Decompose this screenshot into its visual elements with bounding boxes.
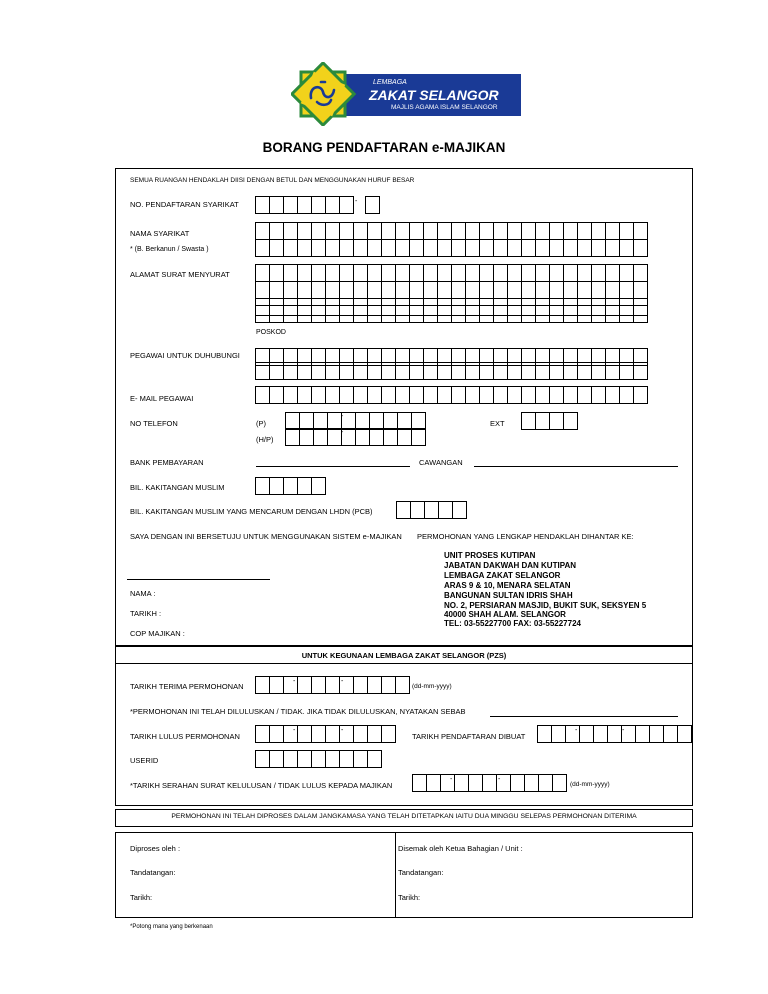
kakitangan-field[interactable]: [255, 477, 326, 495]
logo-line1: LEMBAGA: [373, 79, 407, 86]
email-field[interactable]: [255, 386, 648, 404]
diproses-label: Diproses oleh :: [130, 844, 181, 853]
approval-divider: [395, 832, 396, 918]
tandatangan-label: Tandatangan:: [398, 868, 444, 877]
bank-line[interactable]: [256, 466, 410, 467]
address-line: NO. 2, PERSIARAN MASJID, BUKIT SUK, SEKSYEN 5: [444, 601, 647, 610]
address-line: JABATAN DAKWAH DAN KUTIPAN: [444, 561, 576, 570]
tarikh-label: Tarikh:: [398, 893, 421, 902]
cawangan-line[interactable]: [474, 466, 678, 467]
tel-hp-field[interactable]: [285, 428, 426, 446]
nama-label: NAMA :: [130, 589, 156, 598]
address-line: LEMBAGA ZAKAT SELANGOR: [444, 571, 561, 580]
tarikh-label: Tarikh:: [130, 893, 153, 902]
dash: -: [498, 776, 501, 783]
tandatangan-label: Tandatangan:: [130, 868, 176, 877]
pzs-header: UNTUK KEGUNAAN LEMBAGA ZAKAT SELANGOR (PZS): [301, 651, 507, 660]
serahan-label: *TARIKH SERAHAN SURAT KELULUSAN / TIDAK LULUS KEPADA MAJIKAN: [130, 781, 393, 790]
alamat-row4[interactable]: [255, 305, 648, 323]
nama-syarikat-label: NAMA SYARIKAT: [130, 229, 190, 238]
poskod-label: POSKOD: [256, 329, 286, 336]
ext-field[interactable]: [521, 412, 578, 430]
signature-line[interactable]: [127, 579, 270, 580]
cawangan-label: CAWANGAN: [419, 458, 463, 467]
tarikh-terima-label: TARIKH TERIMA PERMOHONAN: [130, 682, 244, 691]
alamat-row2[interactable]: [255, 281, 648, 299]
nama-syarikat-note: * (B. Berkanun / Swasta ): [130, 246, 209, 253]
kakitangan-label: BIL. KAKITANGAN MUSLIM: [130, 483, 225, 492]
pegawai-row2[interactable]: [255, 362, 648, 380]
setuju-text: SAYA DENGAN INI BERSETUJU UNTUK MENGGUNAKAN SISTEM e-MAJIKAN: [130, 532, 402, 541]
dash: -: [293, 727, 296, 734]
date-format: (dd-mm-yyyy): [412, 683, 452, 690]
logo-line2: ZAKAT SELANGOR: [369, 87, 499, 103]
userid-label: USERID: [130, 756, 159, 765]
telefon-label: NO TELEFON: [130, 419, 178, 428]
date-format: (dd-mm-yyyy): [570, 781, 610, 788]
bank-label: BANK PEMBAYARAN: [130, 458, 204, 467]
footnote: *Potong mana yang berkenaan: [130, 924, 213, 930]
tarikh-terima-field[interactable]: [255, 676, 410, 694]
userid-field[interactable]: [255, 750, 382, 768]
dash: -: [450, 776, 453, 783]
tel-p-label: (P): [256, 419, 266, 428]
dash: -: [622, 727, 625, 734]
dash: -: [575, 727, 578, 734]
dash: -: [341, 429, 344, 436]
dash: -: [355, 198, 358, 205]
pzs-header-line: [115, 663, 693, 664]
address-line: UNIT PROSES KUTIPAN: [444, 551, 536, 560]
cop-label: COP MAJIKAN :: [130, 629, 185, 638]
page-title: BORANG PENDAFTARAN e-MAJIKAN: [262, 140, 506, 155]
address-line: 40000 SHAH ALAM. SELANGOR: [444, 610, 566, 619]
process-banner: PERMOHONAN INI TELAH DIPROSES DALAM JANGKAMASA YANG TELAH DITETAPKAN IAITU DUA MINGGU SELEPAS PERMOHONAN DITERIMA: [171, 813, 637, 820]
dash: -: [293, 678, 296, 685]
no-pendaftaran-field[interactable]: [255, 196, 354, 214]
dash: -: [341, 727, 344, 734]
no-pendaftaran-suffix-field[interactable]: [365, 196, 380, 214]
disemak-label: Disemak oleh Ketua Bahagian / Unit :: [398, 844, 523, 853]
kakitangan-pcb-field[interactable]: [396, 501, 467, 519]
tarikh-dibuat-label: TARIKH PENDAFTARAN DIBUAT: [412, 732, 526, 741]
pegawai-label: PEGAWAI UNTUK DUHUBUNGI: [130, 351, 240, 360]
tarikh-label: TARIKH :: [130, 609, 162, 618]
ext-label: EXT: [490, 419, 505, 428]
nama-syarikat-row2[interactable]: [255, 239, 648, 257]
tarikh-dibuat-field[interactable]: [537, 725, 692, 743]
logo: [291, 62, 521, 126]
lulus-note: *PERMOHONAN INI TELAH DILULUSKAN / TIDAK. JIKA TIDAK DILULUSKAN, NYATAKAN SEBAB: [130, 707, 466, 716]
address-line: BANGUNAN SULTAN IDRIS SHAH: [444, 591, 573, 600]
email-label: E- MAIL PEGAWAI: [130, 394, 194, 403]
dash: -: [341, 678, 344, 685]
alamat-label: ALAMAT SURAT MENYURAT: [130, 270, 230, 279]
dash: -: [341, 413, 344, 420]
tarikh-lulus-field[interactable]: [255, 725, 396, 743]
tel-hp-label: (H/P): [256, 435, 274, 444]
kakitangan-pcb-label: BIL. KAKITANGAN MUSLIM YANG MENCARUM DENGAN LHDN (PCB): [130, 507, 373, 516]
serahan-field[interactable]: [412, 774, 567, 792]
dihantar-text: PERMOHONAN YANG LENGKAP HENDAKLAH DIHANTAR KE:: [417, 532, 634, 541]
instruction-text: SEMUA RUANGAN HENDAKLAH DIISI DENGAN BETUL DAN MENGGUNAKAN HURUF BESAR: [130, 177, 415, 184]
tarikh-lulus-label: TARIKH LULUS PERMOHONAN: [130, 732, 240, 741]
address-line: ARAS 9 & 10, MENARA SELATAN: [444, 581, 571, 590]
no-pendaftaran-label: NO. PENDAFTARAN SYARIKAT: [130, 200, 239, 209]
logo-line3: MAJLIS AGAMA ISLAM SELANGOR: [391, 104, 498, 111]
nama-syarikat-row1[interactable]: [255, 222, 648, 240]
alamat-row1[interactable]: [255, 264, 648, 282]
address-line: TEL: 03-55227700 FAX: 03-55227724: [444, 619, 581, 628]
sebab-line[interactable]: [490, 716, 678, 717]
